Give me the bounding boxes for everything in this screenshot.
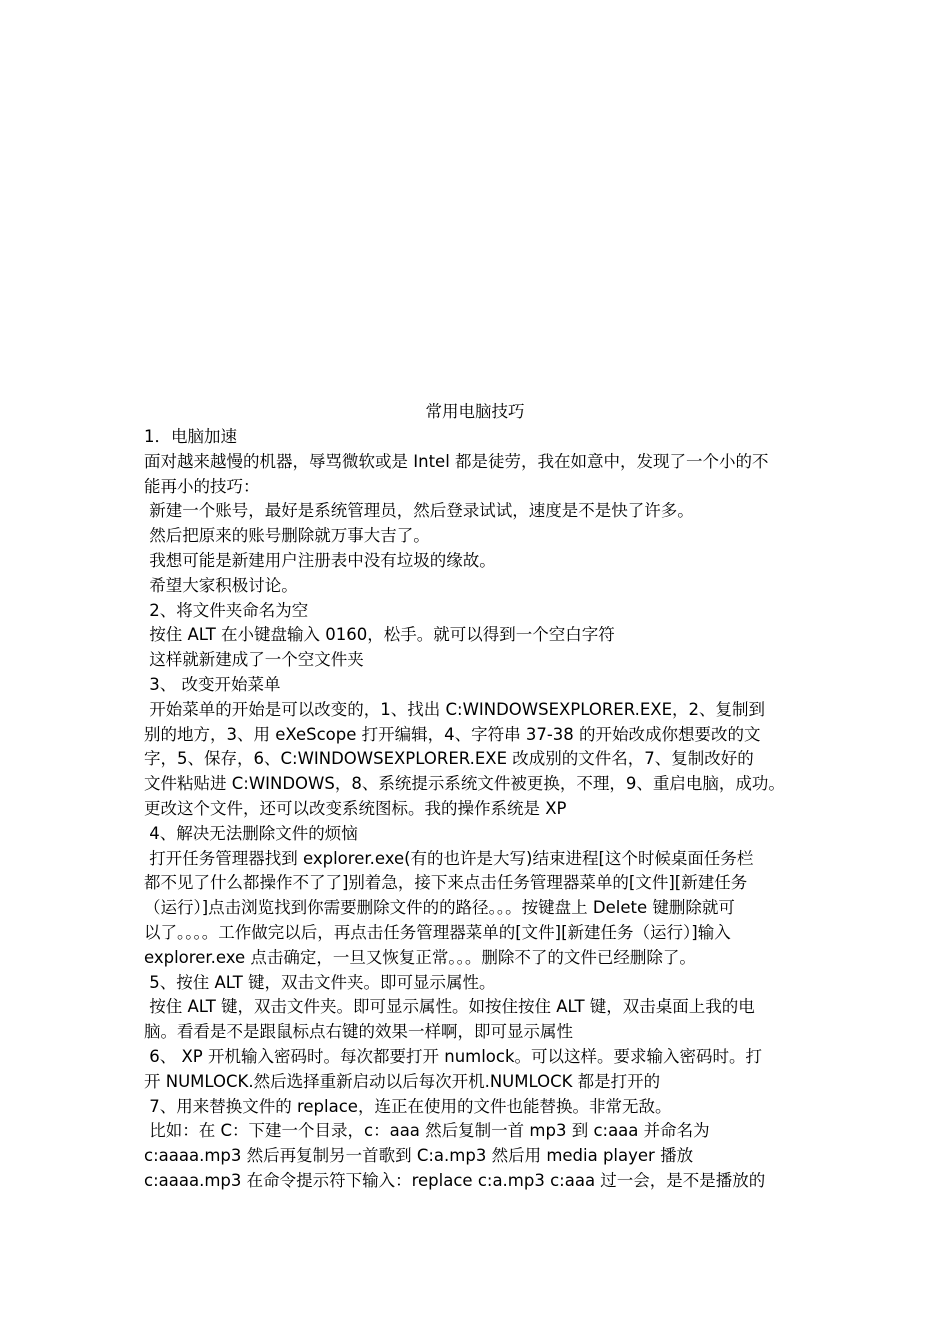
text-line: c:aaaa.mp3 然后再复制另一首歌到 C:a.mp3 然后用 media player 播放 — [144, 1146, 694, 1166]
text-line: 6、 XP 开机输入密码时。每次都要打开 numlock。可以这样。要求输入密码时。打 — [144, 1046, 763, 1066]
text-line: 按住 ALT 在小键盘输入 0160，松手。就可以得到一个空白字符 — [144, 625, 615, 645]
text-line: 3、 改变开始菜单 — [144, 674, 281, 694]
text-line: 以了。。。。工作做完以后，再点击任务管理器菜单的[文件][新建任务（运行）]输入 — [144, 922, 731, 942]
text-line: 5、按住 ALT 键，双击文件夹。即可显示属性。 — [144, 972, 496, 992]
text-line: 4、解决无法删除文件的烦恼 — [144, 823, 358, 843]
text-line: 能再小的技巧： — [144, 476, 260, 496]
text-line: 更改这个文件，还可以改变系统图标。我的操作系统是 XP — [144, 798, 567, 818]
text-line: 新建一个账号，最好是系统管理员，然后登录试试，速度是不是快了许多。 — [144, 501, 694, 521]
text-line: 别的地方，3、用 eXeScope 打开编辑，4、字符串 37-38 的开始改成你想要改的文 — [144, 724, 761, 744]
text-line: 比如：在 C：下建一个目录，c：aaa 然后复制一首 mp3 到 c:aaa 并命名为 — [144, 1121, 710, 1141]
text-line: 脑。看看是不是跟鼠标点右键的效果一样啊，即可显示属性 — [144, 1022, 573, 1042]
text-line: （运行）]点击浏览找到你需要删除文件的的路径。。。按键盘上 Delete 键删除就可 — [144, 898, 735, 918]
text-line: 字，5、保存，6、C:WINDOWSEXPLORER.EXE 改成别的文件名，7、复制改好的 — [144, 749, 754, 769]
text-line: 面对越来越慢的机器，辱骂微软或是 Intel 都是徒劳，我在如意中，发现了一个小的不 — [144, 451, 769, 471]
text-line: c:aaaa.mp3 在命令提示符下输入：replace c:a.mp3 c:aaa 过一会，是不是播放的 — [144, 1170, 766, 1190]
text-line: 开 NUMLOCK.然后选择重新启动以后每次开机.NUMLOCK 都是打开的 — [144, 1071, 661, 1091]
text-line: 都不见了什么都操作不了了]别着急，接下来点击任务管理器菜单的[文件][新建任务 — [144, 873, 748, 893]
text-line: 我想可能是新建用户注册表中没有垃圾的缘故。 — [144, 550, 496, 570]
text-line: 这样就新建成了一个空文件夹 — [144, 650, 364, 670]
text-line: 2、将文件夹命名为空 — [144, 600, 309, 620]
text-line: 文件粘贴进 C:WINDOWS，8、系统提示系统文件被更换，不理，9、重启电脑，成功。 — [144, 774, 785, 794]
text-line: 开始菜单的开始是可以改变的，1、找出 C:WINDOWSEXPLORER.EXE，2、复制到 — [144, 699, 766, 719]
text-line: 1．电脑加速 — [144, 427, 237, 446]
text-line: 希望大家积极讨论。 — [144, 575, 298, 595]
text-line: 7、用来替换文件的 replace，连正在使用的文件也能替换。非常无敌。 — [144, 1096, 672, 1116]
document-title: 常用电脑技巧 — [425, 402, 525, 421]
text-line: explorer.exe 点击确定，一旦又恢复正常。。。删除不了的文件已经删除了。 — [144, 947, 696, 967]
document-body — [144, 425, 824, 1194]
text-line: 然后把原来的账号删除就万事大吉了。 — [144, 526, 430, 546]
text-line: 打开任务管理器找到 explorer.exe(有的也许是大写)结束进程[这个时候桌面任务栏 — [144, 848, 754, 868]
text-line: 按住 ALT 键，双击文件夹。即可显示属性。如按住按住 ALT 键，双击桌面上我的电 — [144, 997, 755, 1017]
